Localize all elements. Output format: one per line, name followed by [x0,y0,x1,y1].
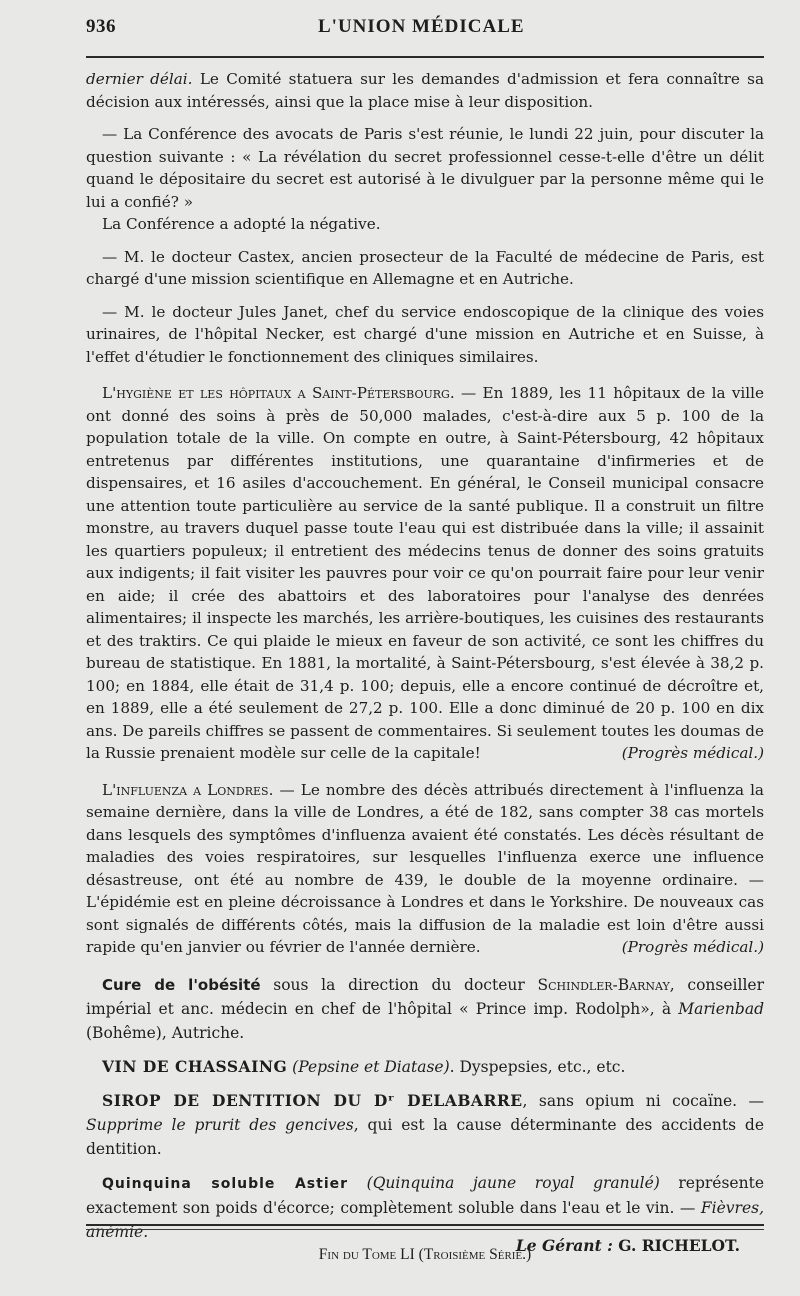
footer-rule-thin [86,1229,764,1230]
ad-quinquina-astier [86,1171,764,1244]
ad-title: VIN DE CHASSAING [102,1056,288,1076]
paragraph-text: Le Comité statuera sur les demandes d'admission et fera connaître sa décision aux intéressés, ainsi que la place mise à leur disposition. [86,70,764,111]
ad-italic: Fièvres, anémie. [86,1198,764,1241]
article-influenza [86,779,764,959]
ad-text: , qui est la cause déterminante des accidents de dentition. [86,1115,764,1158]
article-text: — Le nombre des décès attribués directement à l'influenza la semaine dernière, dans la ville de Londres, a été de 182, sans compter 38 cas mortels dans lesquels des symptômes d'influenza avaient été constatés. Les décès résultant de maladies des voies respiratoires, sur lesquelles l'influenza exerce une influence désastreuse, ont été au nombre de 439, le double de la moyenne ordinaire. — L'épidémie est en pleine décroissance à Londres et dans le Yorkshire. De nouveaux cas sont signalés de différents côtés, mais la diffusion de la maladie est loin d'être aussi rapide qu'en janvier ou février de l'année dernière. [86,780,764,956]
footer-signature [516,1236,740,1255]
ad-text: , conseiller impérial et anc. médecin en chef de l'hôpital « Prince imp. Rodolph», à [86,975,764,1018]
ad-title: SIROP DE DENTITION DU Dʳ DELABARRE [102,1090,523,1110]
page-number: 936 [86,16,116,37]
article-source: (Progrès médical.) [621,744,764,762]
end-of-volume-note: Fin du Tome LI (Troisième Série.) [318,1245,532,1263]
article-hygiene [86,382,764,765]
paragraph-castex: — M. le docteur Castex, ancien prosecteur de la Faculté de médecine de Paris, est chargé d'une mission scientifique en Allemagne et en Autriche. [86,247,764,288]
ad-doctor-name: Schindler-Barnay [537,975,670,994]
paragraph-continuation [86,68,764,113]
ad-sirop-delabarre [86,1089,764,1161]
ad-text: , sans opium ni cocaïne. — [522,1091,764,1110]
ad-italic: (Quinquina jaune royal granulé) [366,1173,660,1192]
footer-rule [86,1224,764,1226]
ad-vin-chassaing [86,1055,764,1079]
signature-name: G. RICHELOT. [612,1236,740,1255]
italic-text: dernier délai. [86,70,193,88]
article-source: (Progrès médical.) [621,938,764,956]
ad-text: représente exactement son poids d'écorce; complètement soluble dans l'eau et le vin. — [86,1173,764,1217]
ad-place: Marienbad [678,999,764,1018]
ad-title: Cure de l'obésité [102,975,261,994]
ad-text: . Dyspepsies, etc., etc. [449,1057,626,1076]
article-body [86,68,764,1266]
article-text: — En 1889, les 11 hôpitaux de la ville ont donné des soins à près de 50,000 malades, c'est-à-dire aux 5 p. 100 de la population totale de la ville. On compte en outre, à Saint-Pétersbourg, 42 hôpitaux entretenus par différentes institutions, une quarantaine d'infirmeries et de dispensaires, et 16 asiles d'accouchement. En général, le Conseil municipal consacre une attention toute particulière au service de la santé publique. Il a construit un filtre monstre, au travers duquel passe toute l'eau qui est distribuée dans la ville; il assainit les quartiers populeux; il entretient des médecins tenus de donner des soins gratuits aux indigents; il fait visiter les pauvres pour voir ce qu'on pourrait faire pour leur venir en aide; il crée des abattoirs et des laboratoires pour l'analyse des denrées alimentaires; il inspecte les marchés, les arrière-boutiques, les cuisines des restaurants et des traktirs. Ce qui plaide le mieux en faveur de son activité, ce sont les chiffres du bureau de statistique. En 1881, la mortalité, à Saint-Pétersbourg, s'est élevée à 38,2 p. 100; en 1884, elle était de 31,4 p. 100; depuis, elle a encore continué de décroître et, en 1889, elle a été seulement de 27,2 p. 100. Elle a donc diminué de 20 p. 100 en dix ans. De pareils chiffres se passent de commentaires. Si seulement toutes les doumas de la Russie prenaient modèle sur celle de la capitale! [86,384,764,762]
paragraph-janet: — M. le docteur Jules Janet, chef du service endoscopique de la clinique des voies urinaires, de l'hôpital Necker, est chargé d'une mission en Autriche et en Suisse, à l'effet d'étudier le fonctionnement des cliniques similaires. [86,302,764,366]
ad-title: Quinquina soluble Astier [102,1175,349,1192]
journal-title: L'UNION MÉDICALE [318,16,525,37]
signature-label: Le Gérant : [515,1236,613,1255]
article-heading: L'influenza a Londres. [102,780,274,799]
article-heading: L'hygiène et les hôpitaux a Saint-Pétersbourg. [102,384,455,402]
paragraph-conference: — La Conférence des avocats de Paris s'est réunie, le lundi 22 juin, pour discuter la question suivante : « La révélation du secret professionnel cesse-t-elle d'être un délit quand le dépositaire du secret est autorisé à le divulguer par la personne même qui le lui a confié? » [86,125,764,211]
ad-text: sous la direction du docteur [260,975,538,994]
paragraph-conference-result: La Conférence a adopté la négative. [102,215,381,233]
ad-text: (Bohême), Autriche. [86,1023,245,1042]
page-header [86,16,764,48]
ad-obesite [86,973,764,1045]
header-rule [86,56,764,58]
ad-italic: (Pepsine et Diatase) [292,1057,450,1076]
ad-italic: Supprime le prurit des gencives [86,1115,354,1134]
